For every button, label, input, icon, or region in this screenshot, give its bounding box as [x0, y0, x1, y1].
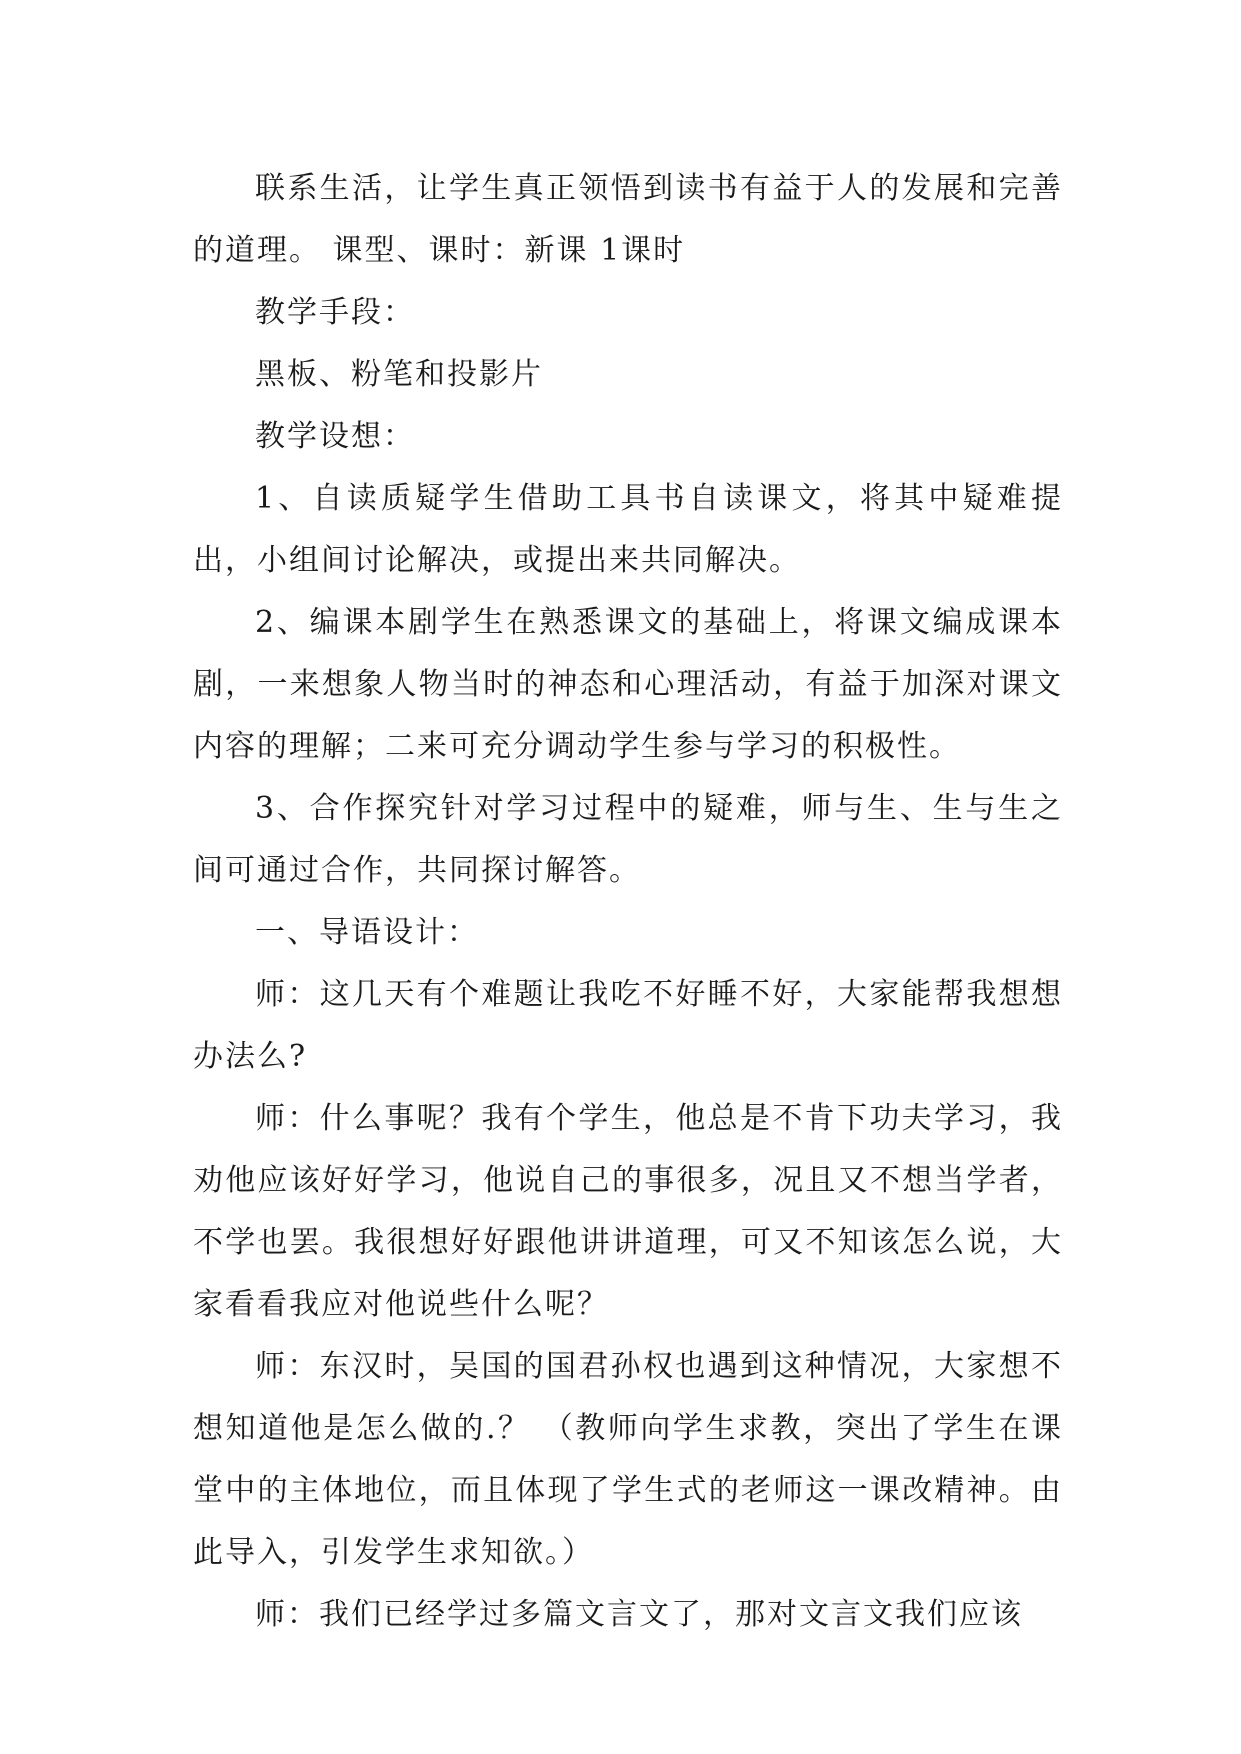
paragraph-idea-1: 1、自读质疑学生借助工具书自读课文，将其中疑难提出，小组间讨论解决，或提出来共同解决。: [193, 481, 1063, 578]
paragraph-teacher-3: 师：东汉时，吴国的国君孙权也遇到这种情况，大家想不想知道他是怎么做的.？ （教师向学生求教，突出了学生在课堂中的主体地位，而且体现了学生式的老师这一课改精神。由此导入，引发学生求知欲。）: [193, 1349, 1063, 1570]
paragraph-teacher-4: 师：我们已经学过多篇文言文了，那对文言文我们应该: [255, 1597, 1023, 1632]
paragraph-teacher-1: 师：这几天有个难题让我吃不好睡不好，大家能帮我想想办法么?: [193, 977, 1063, 1074]
paragraph-teaching-ideas-heading: 教学设想：: [255, 419, 415, 454]
paragraph-goal: 联系生活，让学生真正领悟到读书有益于人的发展和完善的道理。 课型、课时：新课 1课时: [193, 171, 1063, 268]
paragraph-idea-3: 3、合作探究针对学习过程中的疑难，师与生、生与生之间可通过合作，共同探讨解答。: [193, 791, 1063, 888]
paragraph-intro-heading: 一、导语设计：: [255, 915, 479, 950]
document-body: [193, 158, 1063, 1646]
paragraph-teacher-2: 师：什么事呢？我有个学生，他总是不肯下功夫学习，我劝他应该好好学习，他说自己的事很多，况且又不想当学者，不学也罢。我很想好好跟他讲讲道理，可又不知该怎么说，大家看看我应对他说些什么呢？: [193, 1101, 1063, 1322]
paragraph-idea-2: 2、编课本剧学生在熟悉课文的基础上，将课文编成课本剧，一来想象人物当时的神态和心理活动，有益于加深对课文内容的理解；二来可充分调动学生参与学习的积极性。: [193, 605, 1063, 764]
paragraph-teaching-means: 黑板、粉笔和投影片: [255, 357, 543, 392]
paragraph-teaching-means-heading: 教学手段：: [255, 295, 415, 330]
